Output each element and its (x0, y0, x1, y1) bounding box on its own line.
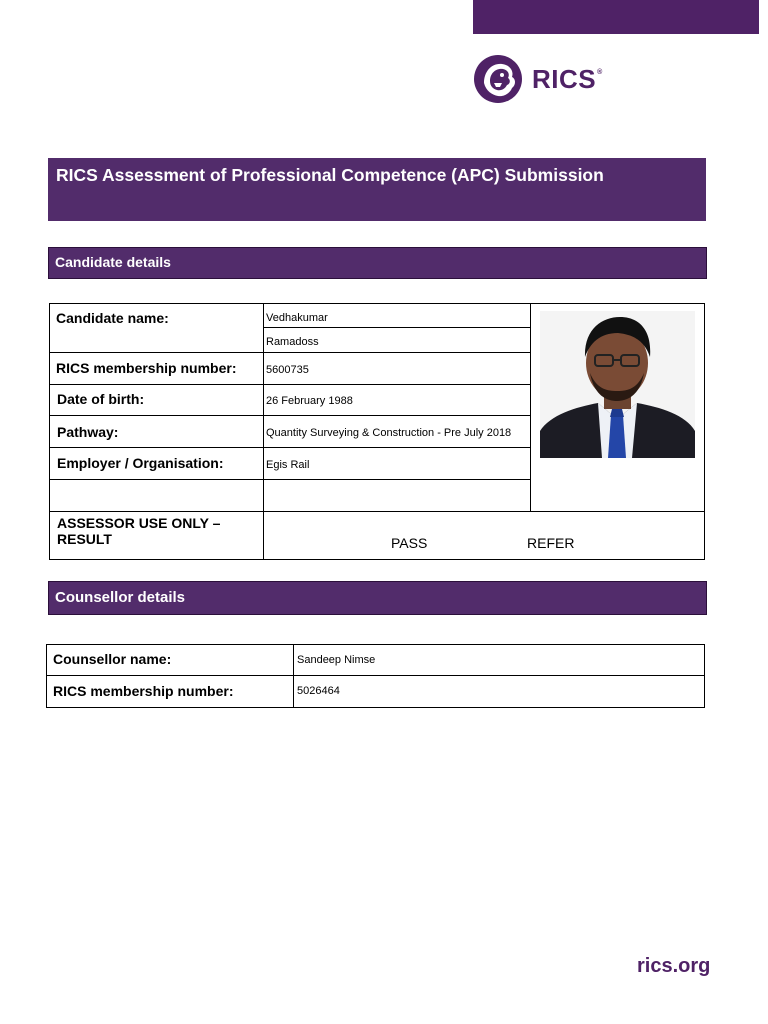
footer-website: rics.org (637, 955, 711, 977)
candidate-photo (540, 311, 695, 458)
candidate-name-label: Candidate name: (56, 310, 169, 326)
candidate-details-heading-bar (48, 247, 707, 279)
membership-number-label: RICS membership number: (56, 360, 237, 376)
pathway-label: Pathway: (57, 424, 119, 440)
document-title: RICS Assessment of Professional Competence (APC) Submission (56, 165, 604, 185)
header-accent-bar (473, 0, 759, 34)
employer-value: Egis Rail (266, 459, 310, 471)
result-refer-option: REFER (527, 535, 575, 551)
counsellor-membership-label: RICS membership number: (53, 683, 234, 699)
candidate-last-name: Ramadoss (266, 336, 319, 348)
employer-label: Employer / Organisation: (57, 455, 224, 471)
document-title-band (48, 158, 706, 221)
membership-number-value: 5600735 (266, 364, 309, 376)
result-pass-option: PASS (391, 535, 428, 551)
counsellor-name-label: Counsellor name: (53, 651, 172, 667)
pathway-value: Quantity Surveying & Construction - Pre July 2018 (266, 427, 512, 439)
counsellor-name-value: Sandeep Nimse (297, 654, 376, 666)
date-of-birth-label: Date of birth: (57, 391, 145, 407)
candidate-first-name: Vedhakumar (266, 312, 328, 324)
assessor-use-label: ASSESSOR USE ONLY – RESULT (57, 515, 221, 547)
counsellor-details-heading: Counsellor details (55, 589, 186, 606)
lion-emblem-icon (472, 53, 524, 105)
date-of-birth-value: 26 February 1988 (266, 395, 353, 407)
counsellor-details-heading-bar (48, 581, 707, 615)
candidate-details-heading: Candidate details (55, 254, 171, 270)
rics-logo (472, 52, 632, 106)
logo-wordmark: RICS® (532, 63, 603, 94)
counsellor-membership-value: 5026464 (297, 685, 340, 697)
